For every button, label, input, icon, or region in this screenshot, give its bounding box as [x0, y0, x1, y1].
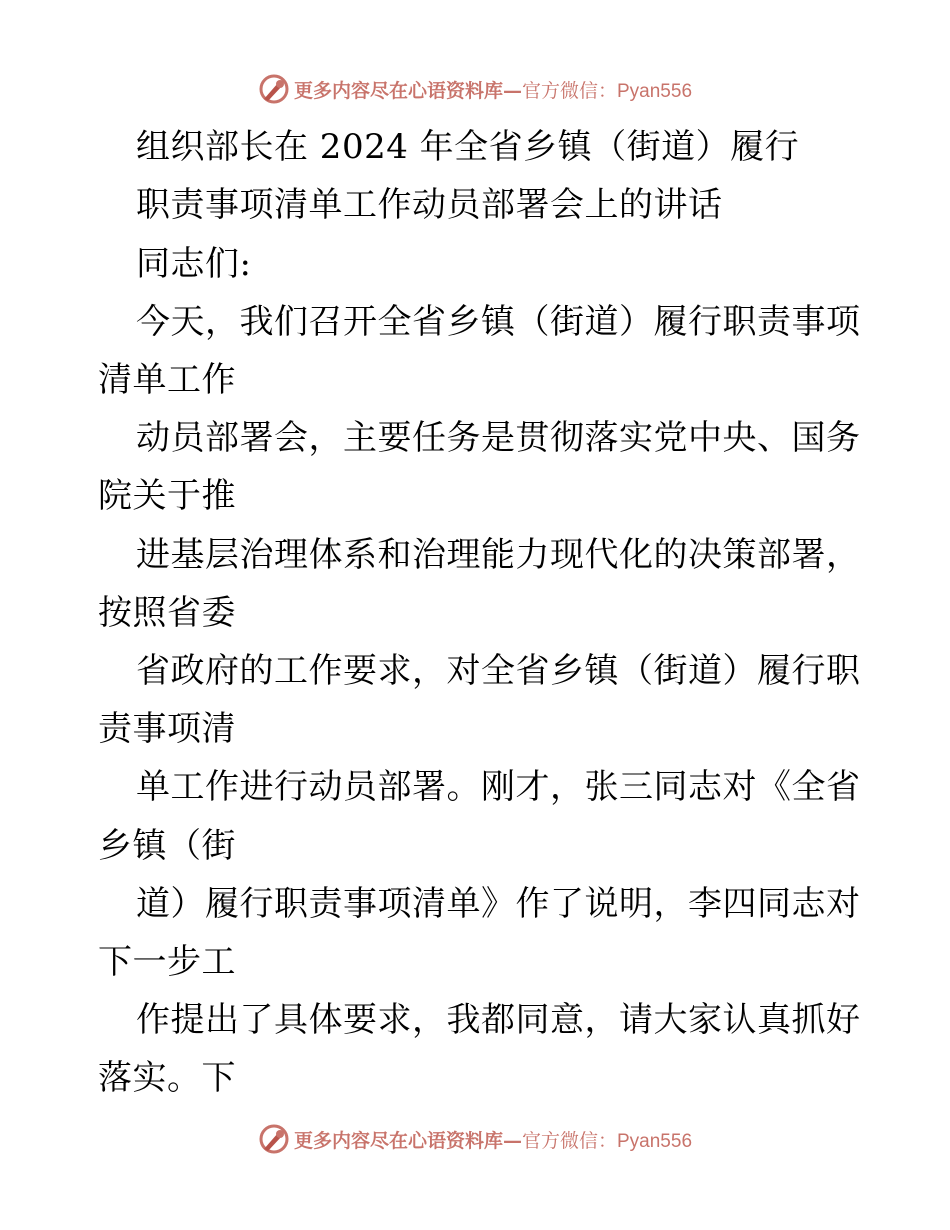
watermark-title: 更多内容尽在心语资料库 [293, 79, 503, 102]
paragraph-line: 院关于推 [98, 476, 236, 516]
paragraph-line: 下一步工 [98, 942, 236, 982]
paragraph-line: 动员部署会，主要任务是贯彻落实党中央、国务 [136, 418, 861, 458]
watermark-dash: — [503, 1129, 522, 1152]
paragraph-line: 清单工作 [98, 360, 236, 400]
document-title-line-1: 组织部长在 2024 年全省乡镇（街道）履行 [136, 127, 800, 167]
paragraph-line: 落实。下 [98, 1058, 236, 1098]
brush-logo-icon [258, 1123, 290, 1155]
salutation: 同志们: [136, 244, 252, 284]
paragraph-line: 进基层治理体系和治理能力现代化的决策部署， [136, 535, 861, 575]
watermark-contact: 官方微信：Pyan556 [522, 80, 693, 102]
paragraph-line: 责事项清 [98, 709, 236, 749]
watermark-text [294, 1126, 692, 1153]
watermark-contact: 官方微信：Pyan556 [522, 1130, 693, 1152]
paragraph-line: 省政府的工作要求，对全省乡镇（街道）履行职 [136, 651, 861, 691]
document-title-line-2: 职责事项清单工作动员部署会上的讲话 [136, 185, 723, 225]
paragraph-line: 今天，我们召开全省乡镇（街道）履行职责事项 [136, 302, 861, 342]
paragraph-line: 按照省委 [98, 593, 236, 633]
paragraph-line: 作提出了具体要求，我都同意，请大家认真抓好 [136, 1000, 861, 1040]
watermark-title: 更多内容尽在心语资料库 [293, 1129, 503, 1152]
watermark-dash: — [503, 79, 522, 102]
paragraph-line: 单工作进行动员部署。刚才，张三同志对《全省 [136, 767, 861, 807]
paragraph-line: 乡镇（街 [98, 826, 236, 866]
footer-watermark [0, 1121, 950, 1157]
paragraph-line: 道）履行职责事项清单》作了说明，李四同志对 [136, 884, 861, 924]
